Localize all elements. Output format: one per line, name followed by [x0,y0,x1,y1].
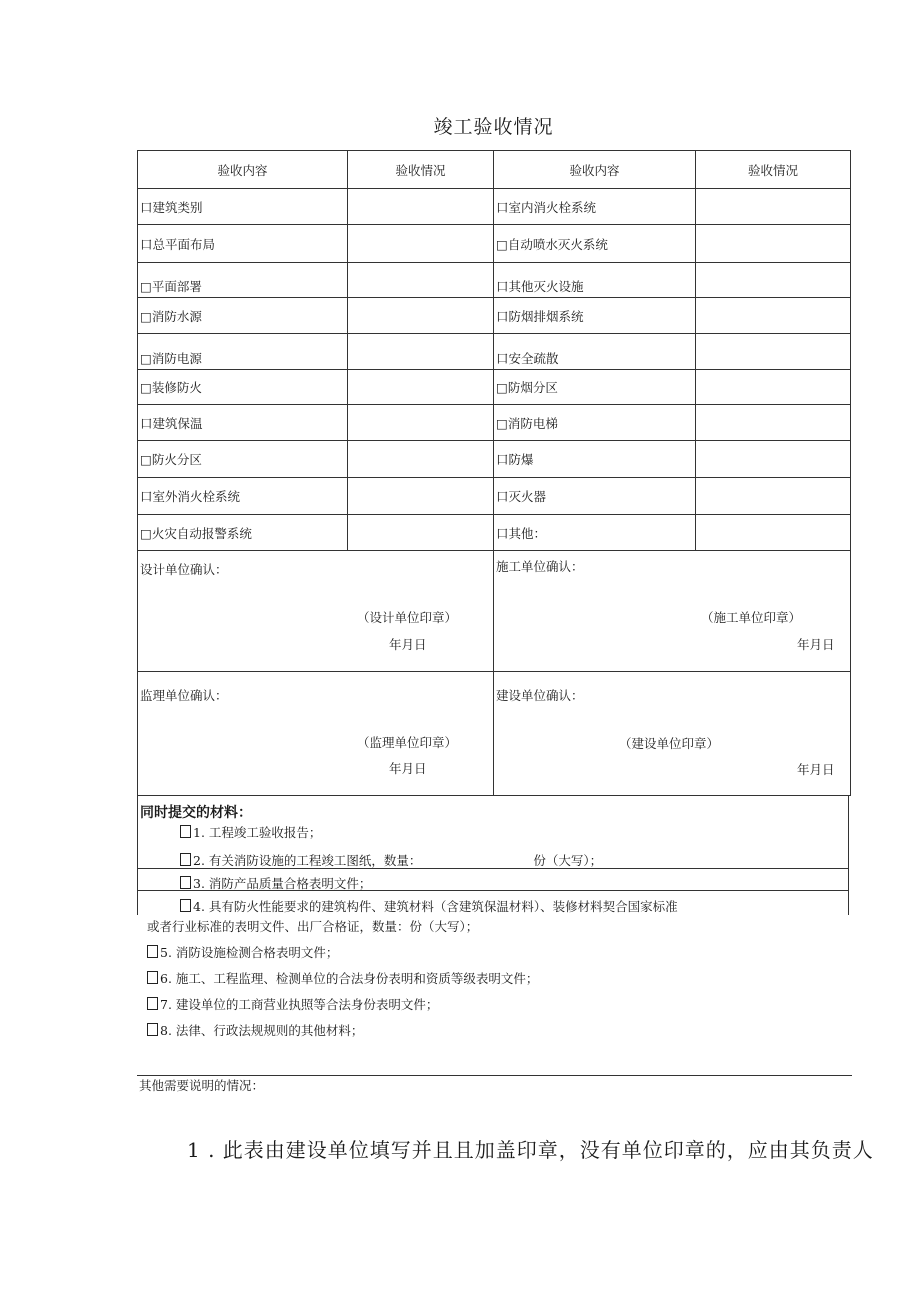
item-label: 灭火器 [508,489,547,504]
table-row [138,405,851,441]
checkbox-icon[interactable]: 口 [496,489,509,504]
confirm-row-1 [138,551,851,672]
item-label: 平面部署 [151,279,202,294]
checkbox-icon[interactable]: □ [140,452,152,467]
materials-heading: 同时提交的材料： [140,804,252,820]
left-status-cell[interactable] [348,515,494,551]
right-status-cell[interactable] [696,515,851,551]
left-item-cell [138,225,348,263]
table-row [138,263,851,298]
owner-confirm-cell [494,672,851,796]
material-item-7: 7. 建设单位的工商营业执照等合法身份表明文件； [147,995,438,1013]
supervision-confirm-label: 监理单位确认： [140,688,228,703]
checkbox-icon[interactable] [147,1023,158,1036]
table-row [138,189,851,225]
checkbox-icon[interactable]: □ [140,308,152,324]
confirm-row-2 [138,672,851,796]
checkbox-icon[interactable] [180,853,191,866]
table-row [138,334,851,370]
construction-confirm-cell [494,551,851,672]
item-label: 消防电源 [151,351,202,366]
item-label: 防爆 [508,452,534,467]
right-item-cell [494,225,696,263]
right-item-cell [494,298,696,334]
item-label: 室外消火栓系统 [152,489,241,504]
checkbox-icon[interactable] [147,971,158,984]
checkbox-icon[interactable] [180,876,191,889]
right-item-cell [494,370,696,405]
left-item-cell [138,263,348,298]
item-label: 室内消火栓系统 [508,199,597,215]
footnote: 1 . 此表由建设单位填写并且且加盖印章，没有单位印章的，应由其负责人 [187,1138,874,1162]
right-item-cell [494,515,696,551]
item-label: 火灾自动报警系统 [151,525,252,541]
checkbox-icon[interactable]: 口 [140,415,153,431]
other-notes-label: 其他需要说明的情况： [139,1078,265,1093]
right-status-cell[interactable] [696,478,851,515]
checkbox-icon[interactable]: 口 [496,279,509,294]
design-confirm-label: 设计单位确认： [140,562,228,577]
right-item-cell [494,189,696,225]
checkbox-icon[interactable]: 口 [496,199,509,215]
checkbox-icon[interactable] [180,899,191,912]
checkbox-icon[interactable]: 口 [140,489,153,504]
checkbox-icon[interactable] [180,825,191,838]
design-seal: （设计单位印章） [357,610,458,625]
page-title: 竣工验收情况 [433,116,554,138]
checkbox-icon[interactable]: □ [496,380,508,395]
left-status-cell[interactable] [348,225,494,263]
header-status-right: 验收情况 [696,151,851,189]
table-row [138,298,851,334]
item-label: 其他： [508,525,547,541]
acceptance-table [137,150,851,796]
left-item-cell [138,478,348,515]
left-item-cell [138,441,348,478]
checkbox-icon[interactable]: □ [496,236,508,252]
checkbox-icon[interactable]: □ [140,351,152,366]
material-item-2: 2. 有关消防设施的工程竣工图纸，数量： 份（大写）； [180,851,602,869]
item-label: 防烟分区 [507,380,558,395]
material-item-1: 1. 工程竣工验收报告； [180,823,321,841]
checkbox-icon[interactable]: □ [496,415,508,431]
right-status-cell[interactable] [696,370,851,405]
right-status-cell[interactable] [696,263,851,298]
table-row [138,478,851,515]
left-status-cell[interactable] [348,263,494,298]
right-status-cell[interactable] [696,298,851,334]
right-status-cell[interactable] [696,441,851,478]
left-status-cell[interactable] [348,478,494,515]
checkbox-icon[interactable]: □ [140,279,152,294]
material-item-8: 8. 法律、行政法规规则的其他材料； [147,1021,363,1039]
supervision-seal: （监理单位印章） [357,735,458,750]
design-date: 年月日 [389,637,427,652]
material-item-4-continued: 或者行业标准的表明文件、出厂合格证，数量：份（大写）； [147,919,479,934]
item-label: 建筑类别 [152,199,203,215]
materials-section [137,796,849,915]
right-status-cell[interactable] [696,189,851,225]
checkbox-icon[interactable] [147,997,158,1010]
right-status-cell[interactable] [696,334,851,370]
design-confirm-cell [138,551,494,672]
right-item-cell [494,263,696,298]
item-label: 建筑保温 [152,415,203,431]
left-status-cell[interactable] [348,370,494,405]
header-content-left: 验收内容 [138,151,348,189]
right-status-cell[interactable] [696,405,851,441]
item-label: 消防水源 [151,308,202,324]
owner-seal: （建设单位印章） [619,736,720,751]
header-status-left: 验收情况 [348,151,494,189]
checkbox-icon[interactable]: 口 [140,236,153,252]
table-row [138,370,851,405]
owner-date: 年月日 [797,762,835,777]
checkbox-icon[interactable]: 口 [496,525,509,541]
material-item-6: 6. 施工、工程监理、检测单位的合法身份表明和资质等级表明文件； [147,969,538,987]
material-item-4: 4. 具有防火性能要求的建筑构件、建筑材料（含建筑保温材料）、装修材料契合国家标准 [180,897,678,915]
supervision-date: 年月日 [389,761,427,776]
table-header-row [138,151,851,189]
checkbox-icon[interactable]: □ [140,380,152,395]
material-item-3: 3. 消防产品质量合格表明文件； [180,874,371,892]
item-label: 其他灭火设施 [508,279,584,294]
item-label: 装修防火 [151,380,202,395]
construction-date: 年月日 [797,637,835,652]
right-item-cell [494,334,696,370]
left-status-cell[interactable] [348,189,494,225]
checkbox-icon[interactable]: 口 [140,199,153,215]
right-item-cell [494,441,696,478]
item-label: 防火分区 [151,452,202,467]
checkbox-icon[interactable]: 口 [496,351,509,366]
checkbox-icon[interactable]: □ [140,525,152,541]
owner-confirm-label: 建设单位确认： [496,688,584,703]
construction-confirm-label: 施工单位确认： [496,559,584,574]
left-item-cell [138,189,348,225]
right-status-cell[interactable] [696,225,851,263]
supervision-confirm-cell [138,672,494,796]
item-label: 防烟排烟系统 [508,308,584,324]
item-label: 安全疏散 [508,351,559,366]
left-status-cell[interactable] [348,298,494,334]
item-label: 总平面布局 [152,236,216,252]
left-item-cell [138,298,348,334]
construction-seal: （施工单位印章） [701,610,802,625]
left-item-cell [138,370,348,405]
table-row [138,441,851,478]
divider [138,890,848,891]
item-label: 消防电梯 [507,415,558,431]
right-item-cell [494,405,696,441]
header-content-right: 验收内容 [494,151,696,189]
table-row [138,225,851,263]
divider [138,868,848,869]
left-status-cell[interactable] [348,334,494,370]
left-item-cell [138,515,348,551]
left-status-cell[interactable] [348,405,494,441]
checkbox-icon[interactable]: 口 [496,452,509,467]
material-item-5: 5. 消防设施检测合格表明文件； [147,943,338,961]
checkbox-icon[interactable] [147,945,158,958]
table-row [138,515,851,551]
left-item-cell [138,405,348,441]
left-status-cell[interactable] [348,441,494,478]
right-item-cell [494,478,696,515]
left-item-cell [138,334,348,370]
item-label: 自动喷水灭火系统 [507,236,608,252]
checkbox-icon[interactable]: 口 [496,308,509,324]
